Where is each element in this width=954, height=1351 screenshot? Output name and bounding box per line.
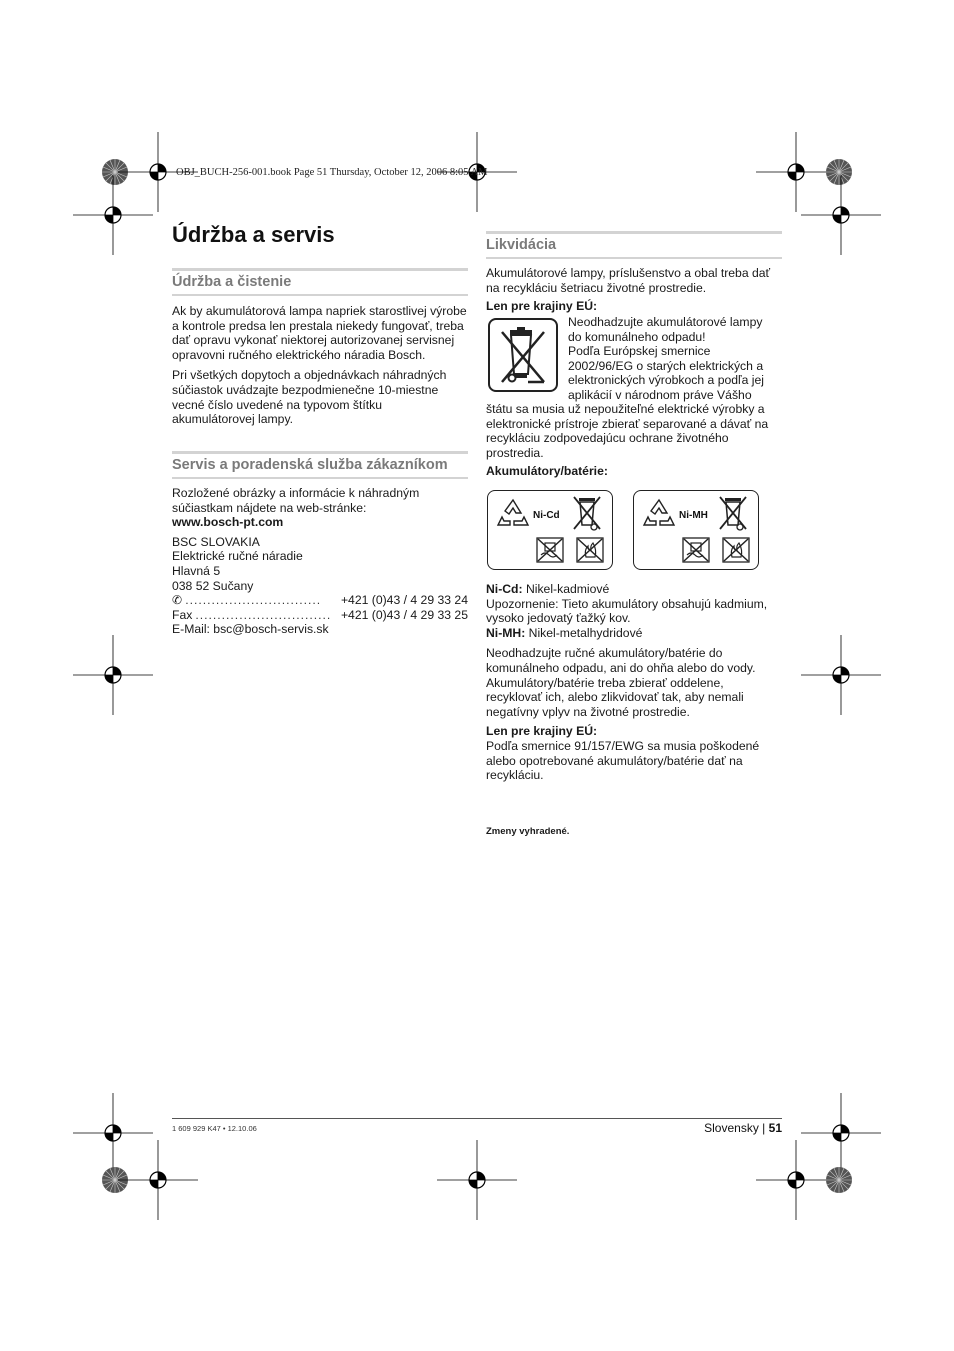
no-fire-icon bbox=[576, 537, 604, 563]
footer-page-info bbox=[600, 1121, 782, 1135]
address-line: BSC SLOVAKIA bbox=[172, 534, 260, 549]
batteries-heading: Akumulátory/batérie: bbox=[486, 464, 608, 479]
disposal-section bbox=[486, 231, 782, 314]
service-email[interactable]: E-Mail: bsc@bosch-servis.sk bbox=[172, 622, 329, 637]
changes-reserved-note: Zmeny vyhradené. bbox=[486, 826, 570, 837]
battery-types bbox=[486, 582, 782, 783]
weee-line: do komunálneho odpadu! bbox=[568, 329, 706, 344]
weee-line: aplikácií v národnom práve Vášho bbox=[568, 387, 752, 402]
crossed-bin-icon bbox=[570, 493, 604, 533]
weee-line: 2002/96/EG o starých elektrických a bbox=[568, 358, 764, 373]
address-line: Hlavná 5 bbox=[172, 563, 221, 578]
nimh-label: Ni-MH bbox=[679, 510, 708, 521]
directive-paragraph: Podľa smernice 91/157/EWG sa musia poškodené alebo opotrebované akumulátory/batérie dať na recykláciu. bbox=[486, 738, 760, 783]
no-water-icon bbox=[682, 537, 710, 563]
maintenance-paragraph-2: Pri všetkých dopytoch a objednávkach náhradných súčiastok uvádzajte bezpodmienečne 10-miestne vecné číslo uvedené na typovom štítku akumulátorovej lampy. bbox=[172, 368, 447, 427]
nicd-label: Ni-Cd bbox=[533, 510, 560, 521]
nimh-description: Nikel-metalhydridové bbox=[525, 625, 643, 640]
weee-text-beside bbox=[568, 315, 782, 403]
nicd-symbol bbox=[487, 490, 613, 570]
print-header-note: OBJ_BUCH-256-001.book Page 51 Thursday, October 12, 2006 8:05 AM bbox=[176, 167, 488, 178]
maintenance-heading: Údržba a čistenie bbox=[172, 268, 468, 296]
service-heading: Servis a poradenská služba zákazníkom bbox=[172, 451, 468, 479]
footer-divider bbox=[172, 1118, 782, 1119]
page-title: Údržba a servis bbox=[172, 222, 335, 247]
service-intro: Rozložené obrázky a informácie k náhradným súčiastkam nájdete na web-stránke: bbox=[172, 486, 420, 515]
nicd-definition bbox=[486, 582, 782, 597]
no-water-icon bbox=[536, 537, 564, 563]
service-address bbox=[172, 535, 468, 593]
maintenance-section bbox=[172, 268, 468, 427]
disposal-heading: Likvidácia bbox=[486, 231, 782, 259]
crossed-bin-icon bbox=[716, 493, 750, 533]
footer-language: Slovensky bbox=[704, 1121, 759, 1135]
maintenance-paragraph-1: Ak by akumulátorová lampa napriek starostlivej výrobe a kontrole predsa len prestala niekedy fungovať, treba dať opravu vykonať niektorej autorizovanej servisnej opravovni ručného elektrického náradia Bosch. bbox=[172, 304, 467, 362]
weee-rest: štátu sa musia už nepoužiteľné elektrické výrobky a elektronické prístroje zbierať separované a dávať na recykláciu zodpovedajúcu ochrane životného prostredia. bbox=[486, 402, 769, 460]
footer-document-code: 1 609 929 K47 • 12.10.06 bbox=[172, 1124, 257, 1133]
footer-separator: | bbox=[762, 1121, 766, 1135]
phone-icon: ✆ bbox=[172, 593, 183, 608]
address-line: 038 52 Sučany bbox=[172, 578, 254, 593]
battery-disposal-paragraph: Neodhadzujte ručné akumulátory/batérie do komunálneho odpadu, ani do ohňa alebo do vody. Akumulátory/batérie treba zbierať oddelene, recyklovať ich, alebo zlikvidovať tak, aby nemali negatívny vplyv na životné prostredie. bbox=[486, 646, 756, 719]
nimh-definition bbox=[486, 626, 782, 641]
recycle-icon bbox=[496, 497, 530, 529]
weee-line: Podľa Európskej smernice bbox=[568, 344, 711, 359]
fax-leader-dots: ............................... bbox=[195, 607, 332, 622]
phone-leader-dots: ............................... bbox=[185, 593, 322, 608]
nicd-description: Nikel-kadmiové bbox=[522, 582, 610, 596]
weee-symbol bbox=[488, 318, 558, 392]
service-website-link[interactable]: www.bosch-pt.com bbox=[172, 515, 284, 530]
page-number: 51 bbox=[768, 1121, 782, 1135]
eu-only-label-2: Len pre krajiny EÚ: bbox=[486, 724, 598, 739]
nimh-symbol bbox=[633, 490, 759, 570]
weee-line: Neodhadzujte akumulátorové lampy bbox=[568, 315, 763, 329]
crossed-bin-icon bbox=[488, 318, 558, 392]
disposal-intro: Akumulátorové lampy, príslušenstvo a obal treba dať na recykláciu šetriacu životné prostredie. bbox=[486, 266, 771, 295]
weee-text-continued bbox=[486, 402, 782, 479]
eu-only-label: Len pre krajiny EÚ: bbox=[486, 299, 598, 314]
cadmium-warning: Upozornenie: Tieto akumulátory obsahujú kadmium, vysoko jedovatý ťažký kov. bbox=[486, 596, 768, 626]
phone-row bbox=[172, 593, 468, 608]
weee-line: elektronických výrobkoch a podľa jej bbox=[568, 373, 764, 388]
no-fire-icon bbox=[722, 537, 750, 563]
fax-label: Fax bbox=[172, 607, 193, 622]
nimh-term: Ni-MH: bbox=[486, 625, 526, 640]
recycle-icon bbox=[642, 497, 676, 529]
phone-number: +421 (0)43 / 4 29 33 24 bbox=[340, 593, 468, 608]
address-line: Elektrické ručné náradie bbox=[172, 549, 303, 564]
nicd-term: Ni-Cd: bbox=[486, 582, 523, 596]
service-section bbox=[172, 451, 468, 637]
fax-row bbox=[172, 608, 468, 623]
fax-number: +421 (0)43 / 4 29 33 25 bbox=[340, 607, 468, 622]
